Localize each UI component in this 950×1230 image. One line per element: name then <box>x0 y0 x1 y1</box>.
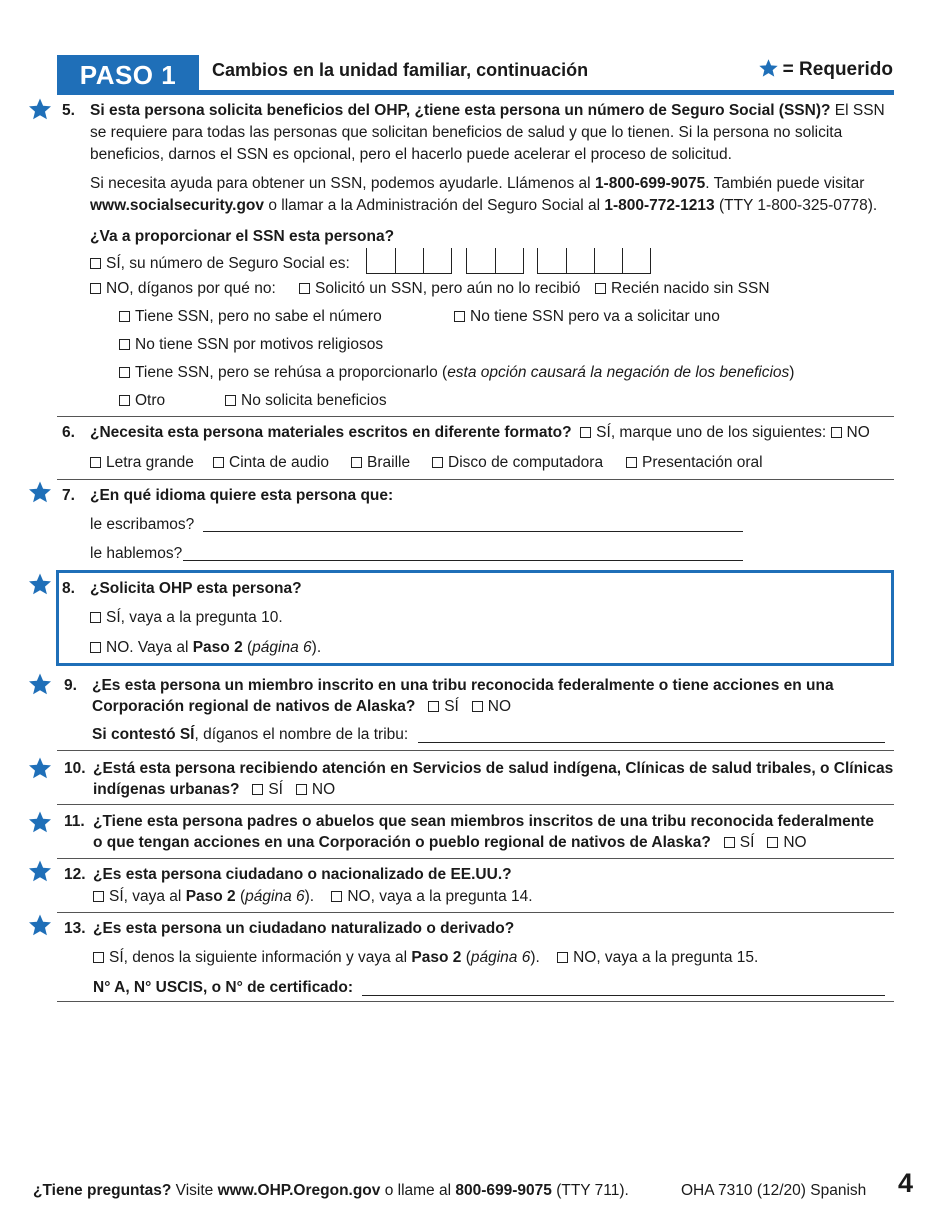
q5-help <box>90 173 890 217</box>
question-number: 13. <box>64 920 86 937</box>
question-number: 12. <box>64 866 86 883</box>
reason-unknown-checkbox[interactable] <box>119 311 130 322</box>
format-label: Presentación oral <box>642 454 763 471</box>
q10-question-line1: ¿Está esta persona recibiendo atención en Servicios de salud indígena, Clínicas de salud tribales, o Clínicas <box>93 760 894 777</box>
q10-question-line2-text: indígenas urbanas? <box>93 781 240 798</box>
footer-phone: 800-699-9075 <box>455 1182 552 1199</box>
question-number: 5. <box>62 102 75 119</box>
q9-no-checkbox[interactable] <box>472 701 483 712</box>
q9-yes-checkbox[interactable] <box>428 701 439 712</box>
q5-yes-option <box>90 253 350 275</box>
q7-speak-label: le hablemos? <box>90 545 183 562</box>
q8-no-step: Paso 2 <box>192 639 243 656</box>
q5-help-b: . También puede visitar <box>705 175 865 192</box>
required-star-icon <box>28 810 52 834</box>
divider <box>57 1001 894 1002</box>
reason-not-applying-label: No solicita beneficios <box>241 392 387 409</box>
question-number: 8. <box>62 580 75 597</box>
question-number: 11. <box>64 813 85 830</box>
page-title: Cambios en la unidad familiar, continuación <box>212 60 589 80</box>
q11-yes-checkbox[interactable] <box>724 837 735 848</box>
q13-yes-checkbox[interactable] <box>93 952 104 963</box>
q5-phone-1: 1-800-699-9075 <box>594 175 706 192</box>
header-rule <box>57 90 894 95</box>
q5-yes-checkbox[interactable] <box>90 258 101 269</box>
page-number: 4 <box>898 1168 914 1198</box>
q13-yes-c: ). <box>530 949 540 966</box>
q6-no-checkbox[interactable] <box>831 427 842 438</box>
footer-site-link[interactable]: www.OHP.Oregon.gov <box>217 1182 381 1199</box>
required-star-icon <box>28 913 52 937</box>
required-legend-text: = Requerido <box>782 59 893 80</box>
q6-question-row <box>90 422 870 444</box>
reason-unknown-label: Tiene SSN, pero no sabe el número <box>135 308 382 325</box>
q13-question: ¿Es esta persona un ciudadano naturalizado o derivado? <box>93 920 515 937</box>
q10-question-line2 <box>93 779 335 801</box>
q13-no-checkbox[interactable] <box>557 952 568 963</box>
reason-will-apply <box>454 306 720 328</box>
q11-question-line2-text: o que tengan acciones en una Corporación o pueblo regional de nativos de Alaska? <box>93 834 711 851</box>
reason-applied <box>299 278 580 300</box>
footer-visit: Visite <box>171 1182 218 1199</box>
divider <box>57 804 894 805</box>
q12-yes-b: ( <box>235 888 246 905</box>
q12-yes-step: Paso 2 <box>185 888 236 905</box>
q7-write-label: le escribamos? <box>90 516 195 533</box>
q13-id-input[interactable] <box>362 995 885 996</box>
q12-yes-c: ). <box>304 888 315 905</box>
q12-yes-a: SÍ, vaya al <box>109 888 186 905</box>
q11-question-line2 <box>93 832 807 854</box>
q5-yes-label: SÍ, su número de Seguro Social es: <box>106 255 350 272</box>
q12-yes-checkbox[interactable] <box>93 891 104 902</box>
reason-religious <box>119 334 383 356</box>
required-star-icon <box>28 859 52 883</box>
q9-yes-label: SÍ <box>444 698 459 715</box>
q7-question: ¿En qué idioma quiere esta persona que: <box>90 487 394 504</box>
q8-question: ¿Solicita OHP esta persona? <box>90 580 302 597</box>
required-star-icon <box>28 672 52 696</box>
format-option <box>351 452 410 474</box>
divider <box>57 479 894 480</box>
q8-yes-option <box>90 607 283 629</box>
q5-help-d: (TTY 1-800-325-0778). <box>714 197 878 214</box>
q8-no-checkbox[interactable] <box>90 642 101 653</box>
q8-no-option <box>90 637 321 659</box>
q10-yes-checkbox[interactable] <box>252 784 263 795</box>
reason-not-applying-checkbox[interactable] <box>225 395 236 406</box>
q8-no-c: ). <box>311 639 322 656</box>
q12-question: ¿Es esta persona ciudadano o nacionalizado de EE.UU.? <box>93 866 512 883</box>
q12-yes-page: página 6 <box>245 888 305 905</box>
reason-other-checkbox[interactable] <box>119 395 130 406</box>
format-checkbox[interactable] <box>432 457 443 468</box>
format-label: Disco de computadora <box>448 454 604 471</box>
divider <box>57 858 894 859</box>
q9-question-line2 <box>92 696 511 718</box>
divider <box>57 912 894 913</box>
format-option <box>626 452 763 474</box>
q5-question <box>90 100 890 166</box>
reason-other <box>119 390 165 412</box>
q12-no-label: NO, vaya a la pregunta 14. <box>347 888 533 905</box>
divider <box>57 416 894 417</box>
footer-tty: (TTY 711). <box>551 1182 629 1199</box>
q5-no-label: NO, díganos por qué no: <box>106 280 276 297</box>
q11-no-label: NO <box>783 834 807 851</box>
reason-not-applying <box>225 390 387 412</box>
q13-yes-page: página 6 <box>470 949 531 966</box>
format-label: Cinta de audio <box>229 454 329 471</box>
reason-religious-checkbox[interactable] <box>119 339 130 350</box>
q13-no-label: NO, vaya a la pregunta 15. <box>573 949 759 966</box>
question-number: 7. <box>62 487 75 504</box>
q8-no-b: ( <box>242 639 253 656</box>
q13-options <box>93 947 758 969</box>
required-legend <box>758 58 893 84</box>
q5-question-rest: El SSN se requiere para todas las personas que solicitan beneficios de salud y que lo tienen. Si la persona no solicita beneficios, darnos el SSN es opcional, pero el hacerlo puede acelerar el proceso de solicitud. <box>90 102 885 163</box>
q6-yes-label: SÍ, marque uno de los siguientes: <box>596 424 827 441</box>
q6-yes-checkbox[interactable] <box>580 427 591 438</box>
format-checkbox[interactable] <box>90 457 101 468</box>
q8-yes-checkbox[interactable] <box>90 612 101 623</box>
q9-tribe-input[interactable] <box>418 742 885 743</box>
q13-id-label: N° A, N° USCIS, o N° de certificado: <box>93 979 354 996</box>
form-id: OHA 7310 (12/20) Spanish <box>681 1182 867 1199</box>
q10-yes-label: SÍ <box>268 781 283 798</box>
question-number: 9. <box>64 677 77 694</box>
q12-no-checkbox[interactable] <box>331 891 342 902</box>
format-label: Braille <box>367 454 411 471</box>
q11-yes-label: SÍ <box>739 834 755 851</box>
q8-no-a: NO. Vaya al <box>106 639 193 656</box>
format-option <box>213 452 329 474</box>
q9-question-line2-text: Corporación regional de nativos de Alaska? <box>92 698 416 715</box>
q5-sub-question: ¿Va a proporcionar el SSN esta persona? <box>90 228 395 245</box>
q9-question-line1: ¿Es esta persona un miembro inscrito en una tribu reconocida federalmente o tiene acciones en una <box>92 677 834 694</box>
q5-phone-2: 1-800-772-1213 <box>604 197 715 214</box>
q10-no-label: NO <box>311 781 336 798</box>
reason-refuses-b: ) <box>789 364 795 381</box>
star-icon <box>758 58 779 84</box>
reason-religious-label: No tiene SSN por motivos religiosos <box>135 336 384 353</box>
reason-will-apply-label: No tiene SSN pero va a solicitar uno <box>470 308 720 325</box>
format-label: Letra grande <box>106 454 194 471</box>
ssn-input-group-3[interactable] <box>537 248 651 274</box>
q7-write-input[interactable] <box>203 531 743 532</box>
q6-no-label: NO <box>846 424 870 441</box>
q6-question: ¿Necesita esta persona materiales escritos en diferente formato? <box>90 424 572 441</box>
q9-no-label: NO <box>487 698 512 715</box>
footer-call: o llame al <box>380 1182 456 1199</box>
q8-yes-label: SÍ, vaya a la pregunta 10. <box>106 609 283 626</box>
required-star-icon <box>28 480 52 504</box>
q7-speak-input[interactable] <box>183 560 743 561</box>
reason-applied-label: Solicitó un SSN, pero aún no lo recibió <box>315 280 581 297</box>
q5-help-a: Si necesita ayuda para obtener un SSN, podemos ayudarle. Llámenos al <box>90 175 595 192</box>
question-number: 6. <box>62 424 75 441</box>
reason-applied-checkbox[interactable] <box>299 283 310 294</box>
step-label: PASO 1 <box>57 55 199 93</box>
reason-newborn <box>595 278 770 300</box>
q9-follow-bold: Si contestó SÍ <box>92 726 195 743</box>
required-star-icon <box>28 97 52 121</box>
reason-newborn-checkbox[interactable] <box>595 283 606 294</box>
reason-refuses-a: Tiene SSN, pero se rehúsa a proporcionarlo ( <box>135 364 448 381</box>
q13-yes-step: Paso 2 <box>411 949 462 966</box>
q13-yes-b: ( <box>461 949 471 966</box>
reason-unknown <box>119 306 382 328</box>
reason-refuses-italic: esta opción causará la negación de los beneficios <box>447 364 790 381</box>
q5-no-option <box>90 278 276 300</box>
q12-options <box>93 886 533 908</box>
question-number: 10. <box>64 760 86 777</box>
required-star-icon <box>28 572 52 596</box>
q5-no-checkbox[interactable] <box>90 283 101 294</box>
q9-follow-up <box>92 724 408 746</box>
footer-questions: ¿Tiene preguntas? <box>33 1182 172 1199</box>
reason-other-label: Otro <box>135 392 166 409</box>
reason-will-apply-checkbox[interactable] <box>454 311 465 322</box>
q9-follow-rest: , díganos el nombre de la tribu: <box>194 726 409 743</box>
q8-no-page: página 6 <box>252 639 312 656</box>
footer-contact <box>33 1180 629 1202</box>
format-checkbox[interactable] <box>213 457 224 468</box>
q5-site: www.socialsecurity.gov <box>90 197 265 214</box>
q5-help-c: o llamar a la Administración del Seguro Social al <box>264 197 605 214</box>
format-checkbox[interactable] <box>626 457 637 468</box>
format-checkbox[interactable] <box>351 457 362 468</box>
q5-question-bold: Si esta persona solicita beneficios del OHP, ¿tiene esta persona un número de Seguro Social (SSN)? <box>90 102 831 119</box>
reason-refuses-checkbox[interactable] <box>119 367 130 378</box>
format-option <box>90 452 194 474</box>
reason-refuses <box>119 362 794 384</box>
required-star-icon <box>28 756 52 780</box>
divider <box>57 750 894 751</box>
format-option <box>432 452 603 474</box>
q10-no-checkbox[interactable] <box>296 784 307 795</box>
ssn-input-group-2[interactable] <box>466 248 524 274</box>
ssn-input-group-1[interactable] <box>366 248 452 274</box>
q11-question-line1: ¿Tiene esta persona padres o abuelos que sean miembros inscritos de una tribu reconocida federalmente <box>93 813 874 830</box>
reason-newborn-label: Recién nacido sin SSN <box>611 280 770 297</box>
q11-no-checkbox[interactable] <box>767 837 778 848</box>
q13-yes-a: SÍ, denos la siguiente información y vaya al <box>109 949 412 966</box>
